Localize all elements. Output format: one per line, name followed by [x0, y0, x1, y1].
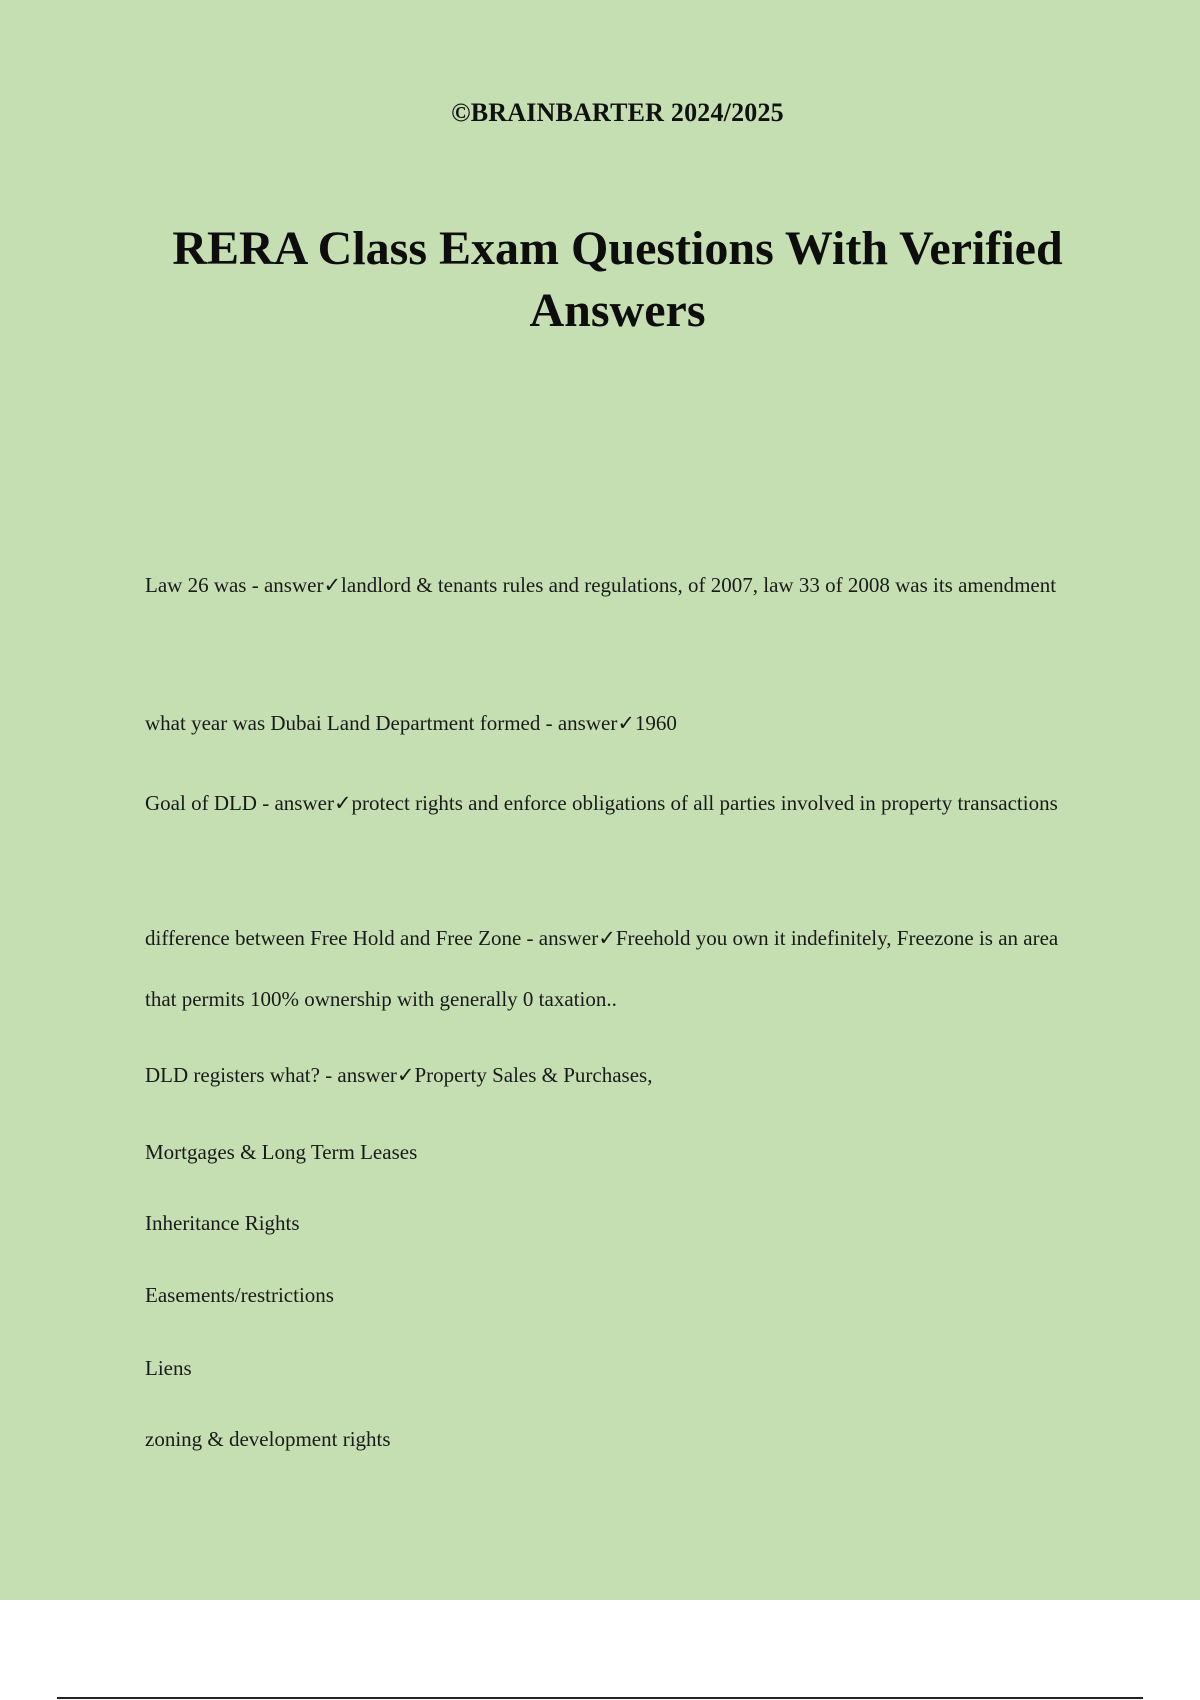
- qa-item: Inheritance Rights: [145, 1211, 300, 1235]
- qa-item: Law 26 was - answer✓landlord & tenants rules and regulations, of 2007, law 33 of 2008 was its amendment: [145, 573, 1057, 597]
- qa-item: DLD registers what? - answer✓Property Sales & Purchases,: [145, 1063, 653, 1087]
- qa-item: Mortgages & Long Term Leases: [145, 1140, 418, 1164]
- qa-item: Easements/restrictions: [145, 1283, 334, 1307]
- document-title: RERA Class Exam Questions With Verified Answers: [172, 222, 1063, 337]
- copyright-header: ©BRAINBARTER 2024/2025: [451, 98, 784, 127]
- qa-item: what year was Dubai Land Department formed - answer✓1960: [145, 711, 677, 735]
- footer-divider: [57, 1697, 1143, 1699]
- qa-item: difference between Free Hold and Free Zone - answer✓Freehold you own it indefinitely, Freezone is an area that permits 100% ownership with generally 0 taxation..: [145, 926, 1059, 1011]
- qa-item: Goal of DLD - answer✓protect rights and enforce obligations of all parties involved in property transactions: [145, 791, 1058, 815]
- qa-item: zoning & development rights: [145, 1427, 391, 1451]
- qa-item: Liens: [145, 1356, 192, 1380]
